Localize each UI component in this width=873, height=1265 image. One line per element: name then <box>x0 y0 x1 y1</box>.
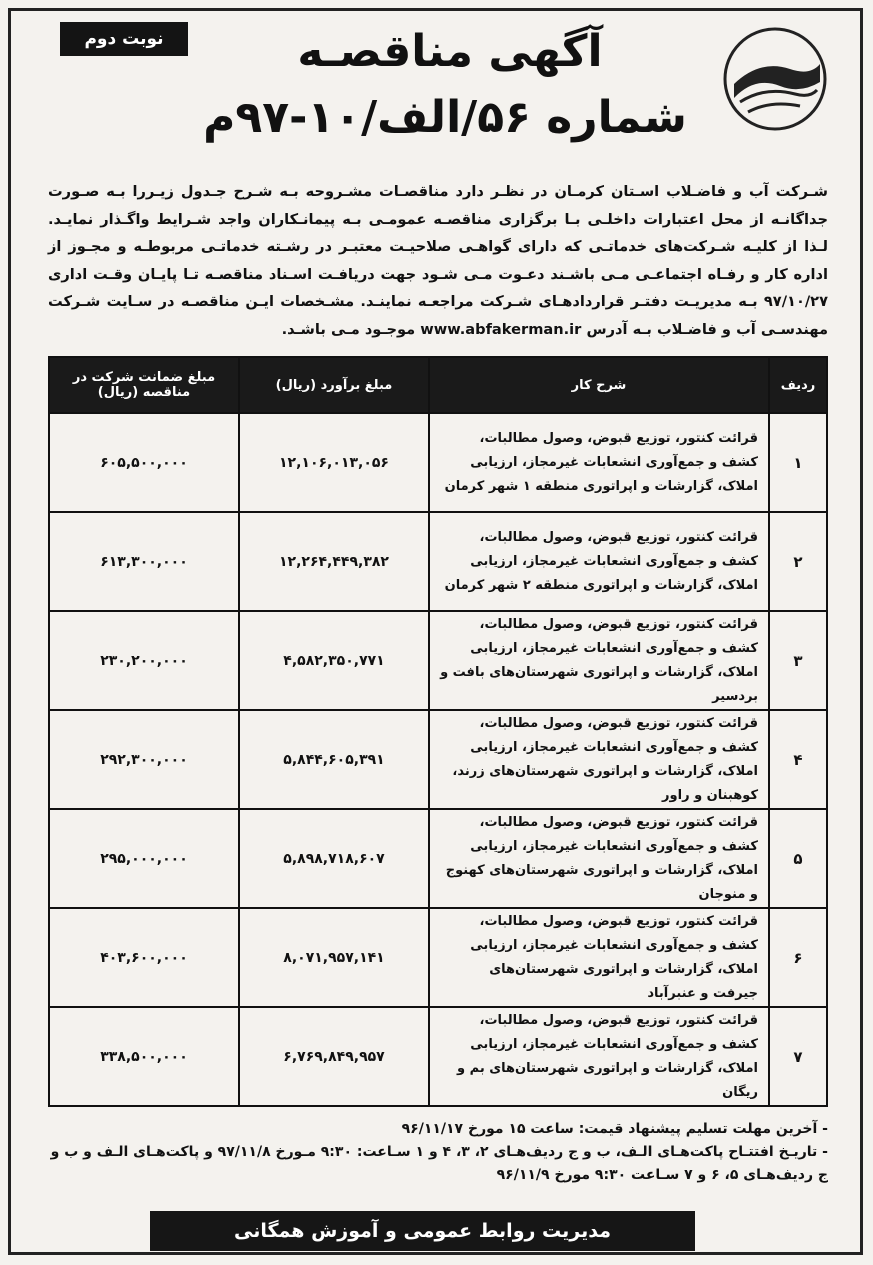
row-number: ۷ <box>769 1007 827 1106</box>
header-guarantee: مبلغ ضمانت شرکت در مناقصه (ریال) <box>49 357 239 413</box>
row-estimate: ۱۲,۱۰۶,۰۱۳,۰۵۶ <box>239 413 429 512</box>
footer-department: مدیریت روابط عمومی و آموزش همگانی <box>150 1211 695 1251</box>
header-estimate: مبلغ برآورد (ریال) <box>239 357 429 413</box>
table-row <box>49 1007 827 1106</box>
row-guarantee: ۲۹۵,۰۰۰,۰۰۰ <box>49 809 239 908</box>
row-estimate: ۴,۵۸۲,۳۵۰,۷۷۱ <box>239 611 429 710</box>
row-description: قرائت کنتور، توزیع قبوض، وصول مطالبات، کشف و جمع‌آوری انشعابات غیرمجاز، ارزیابی املاک، گزارشات و اپراتوری شهرستان‌های بافت و بردسیر <box>429 611 769 710</box>
row-description: قرائت کنتور، توزیع قبوض، وصول مطالبات، کشف و جمع‌آوری انشعابات غیرمجاز، ارزیابی املاک، گزارشات و اپراتوری شهرستان‌های جیرفت و عنبرآباد <box>429 908 769 1007</box>
header-description: شرح کار <box>429 357 769 413</box>
row-description: قرائت کنتور، توزیع قبوض، وصول مطالبات، کشف و جمع‌آوری انشعابات غیرمجاز، ارزیابی املاک، گزارشات و اپراتوری شهرستان‌های زرند، کوهبنان و راور <box>429 710 769 809</box>
table-row <box>49 512 827 611</box>
row-description: قرائت کنتور، توزیع قبوض، وصول مطالبات، کشف و جمع‌آوری انشعابات غیرمجاز، ارزیابی املاک، گزارشات و اپراتوری منطقه ۱ شهر کرمان <box>429 413 769 512</box>
notice-number: شماره ۵۶/الف/۱۰-۹۷م <box>203 92 687 143</box>
row-estimate: ۶,۷۶۹,۸۴۹,۹۵۷ <box>239 1007 429 1106</box>
table-row <box>49 413 827 512</box>
row-estimate: ۸,۰۷۱,۹۵۷,۱۴۱ <box>239 908 429 1007</box>
table-row <box>49 611 827 710</box>
opening-note: - تاریـخ افتتـاح پاکت‌هـای الـف، ب و ج ردیف‌هـای ۲، ۳، ۴ و ۱ سـاعت: ۹:۳۰ مـورخ ۹۷/۱۱/۸ و پاکت‌هـای الـف و ب و ج ردیف‌هـای ۵، ۶ و ۷ سـاعت ۹:۳۰ مورخ ۹۶/۱۱/۹ <box>50 1144 828 1183</box>
row-number: ۶ <box>769 908 827 1007</box>
row-number: ۱ <box>769 413 827 512</box>
row-description: قرائت کنتور، توزیع قبوض، وصول مطالبات، کشف و جمع‌آوری انشعابات غیرمجاز، ارزیابی املاک، گزارشات و اپراتوری شهرستان‌های بم و ریگان <box>429 1007 769 1106</box>
table-row <box>49 809 827 908</box>
row-number: ۲ <box>769 512 827 611</box>
header-row-number: ردیف <box>769 357 827 413</box>
intro-paragraph: شـرکت آب و فاضـلاب اسـتان کرمـان در نظـر دارد مناقصـات مشـروحه بـه شـرح جـدول زیـررا بـه صـورت جداگانـه از محل اعتبارات داخلـی بـا برگزاری مناقصـه عمومـی بـه پیمانـکاران واجد شـرایط واگـذار نمایـد. لـذا از کلیـه شـرکت‌های خدماتـی که دارای گواهـی صلاحیـت معتبـر در رشـته خدماتـی مربوطـه و مجـوز از اداره کار و رفـاه اجتماعـی مـی باشـند دعـوت مـی شـود جهت دریافـت اسـناد مناقصـه تـا پایـان وقـت اداری ۹۷/۱۰/۲۷ بـه مدیریـت دفتـر قراردادهـای شـرکت مراجعـه نماینـد. مشـخصات ایـن مناقصـه در سـایت شـرکت مهندسـی آب و فاضـلاب بـه آدرس www.abfakerman.ir موجـود مـی باشـد. <box>48 183 828 338</box>
notes <box>48 1118 828 1187</box>
row-guarantee: ۶۱۳,۳۰۰,۰۰۰ <box>49 512 239 611</box>
deadline-note: - آخرین مهلت تسلیم پیشنهاد قیمت: ساعت ۱۵ مورخ ۹۶/۱۱/۱۷ <box>401 1121 828 1137</box>
table-header-row <box>49 357 827 413</box>
row-estimate: ۵,۸۴۴,۶۰۵,۳۹۱ <box>239 710 429 809</box>
table-row <box>49 908 827 1007</box>
notice-title: آگهی مناقصـه <box>297 26 603 77</box>
row-guarantee: ۴۰۳,۶۰۰,۰۰۰ <box>49 908 239 1007</box>
tender-table <box>48 356 828 1107</box>
row-estimate: ۵,۸۹۸,۷۱۸,۶۰۷ <box>239 809 429 908</box>
table-row <box>49 710 827 809</box>
row-number: ۵ <box>769 809 827 908</box>
row-description: قرائت کنتور، توزیع قبوض، وصول مطالبات، کشف و جمع‌آوری انشعابات غیرمجاز، ارزیابی املاک، گزارشات و اپراتوری منطقه ۲ شهر کرمان <box>429 512 769 611</box>
row-description: قرائت کنتور، توزیع قبوض، وصول مطالبات، کشف و جمع‌آوری انشعابات غیرمجاز، ارزیابی املاک، گزارشات و اپراتوری شهرستان‌های کهنوج و منوجان <box>429 809 769 908</box>
company-logo <box>720 24 830 134</box>
row-guarantee: ۲۳۰,۲۰۰,۰۰۰ <box>49 611 239 710</box>
publication-badge: نوبت دوم <box>60 22 188 56</box>
row-guarantee: ۳۳۸,۵۰۰,۰۰۰ <box>49 1007 239 1106</box>
row-guarantee: ۲۹۲,۳۰۰,۰۰۰ <box>49 710 239 809</box>
row-guarantee: ۶۰۵,۵۰۰,۰۰۰ <box>49 413 239 512</box>
row-estimate: ۱۲,۲۶۴,۴۴۹,۳۸۲ <box>239 512 429 611</box>
row-number: ۳ <box>769 611 827 710</box>
row-number: ۴ <box>769 710 827 809</box>
